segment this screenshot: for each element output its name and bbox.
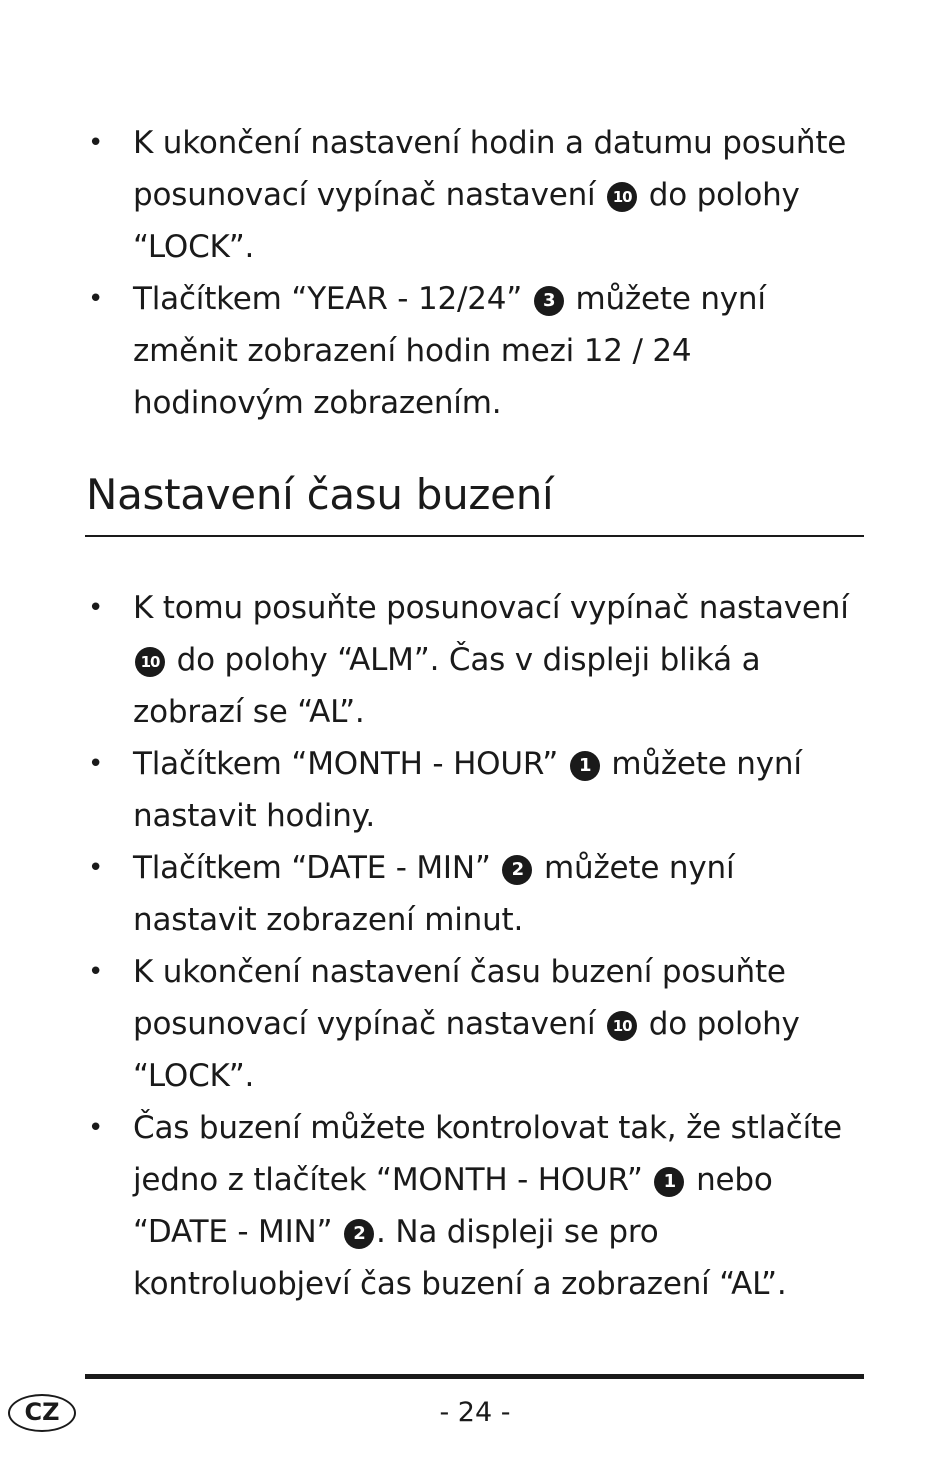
item-text: . Na displeji se pro kontroluobjeví čas buzení a zobrazení “AL”.: [133, 1214, 787, 1302]
number-badge-icon: 2: [502, 855, 532, 885]
list-item: [86, 117, 866, 273]
item-text: do polohy “ALM”. Čas v displeji bliká a zobrazí se “AL”.: [133, 642, 761, 730]
item-text: Tlačítkem “MONTH - HOUR”: [133, 746, 559, 782]
item-text: nebo “DATE - MIN”: [133, 1162, 773, 1250]
number-badge-icon: 1: [654, 1167, 684, 1197]
bullet-icon: •: [88, 128, 104, 158]
list-item: [86, 738, 866, 842]
item-text: Čas buzení můžete kontrolovat tak, že stlačíte jedno z tlačítek “MONTH - HOUR”: [133, 1110, 842, 1198]
bullet-icon: •: [88, 284, 104, 314]
item-text: můžete nyní změnit zobrazení hodin mezi 12 / 24 hodinovým zobrazením.: [133, 281, 766, 421]
item-text: můžete nyní nastavit zobrazení minut.: [133, 850, 735, 938]
bullet-icon: •: [88, 1113, 104, 1143]
number-badge-icon: 10: [135, 647, 165, 677]
bullet-icon: •: [88, 593, 104, 623]
language-badge: CZ: [8, 1394, 76, 1432]
item-text: K ukončení nastavení času buzení posuňte posunovací vypínač nastavení: [133, 954, 786, 1042]
list-item: [86, 1102, 866, 1310]
list-item: [86, 842, 866, 946]
bullet-icon: •: [88, 749, 104, 779]
item-text: Tlačítkem “DATE - MIN”: [133, 850, 491, 886]
number-badge-icon: 1: [570, 751, 600, 781]
instruction-list-clock: [86, 117, 866, 429]
item-text: můžete nyní nastavit hodiny.: [133, 746, 802, 834]
number-badge-icon: 10: [607, 1011, 637, 1041]
footer-divider: [85, 1374, 864, 1379]
bullet-icon: •: [88, 957, 104, 987]
item-text: K ukončení nastavení hodin a datumu posuňte posunovací vypínač nastavení: [133, 125, 847, 213]
list-item: [86, 582, 866, 738]
item-text: do polohy “LOCK”.: [133, 1006, 800, 1094]
number-badge-icon: 10: [607, 182, 637, 212]
bullet-icon: •: [88, 853, 104, 883]
number-badge-icon: 2: [344, 1219, 374, 1249]
page-number: - 24 -: [439, 1397, 511, 1428]
heading-divider: [85, 535, 864, 537]
number-badge-icon: 3: [534, 286, 564, 316]
item-text: do polohy “LOCK”.: [133, 177, 800, 265]
item-text: Tlačítkem “YEAR - 12/24”: [133, 281, 523, 317]
list-item: [86, 946, 866, 1102]
section-heading: Nastavení času buzení: [86, 470, 554, 519]
item-text: K tomu posuňte posunovací vypínač nastavení: [133, 590, 849, 626]
instruction-list-alarm: [86, 582, 866, 1310]
list-item: [86, 273, 866, 429]
